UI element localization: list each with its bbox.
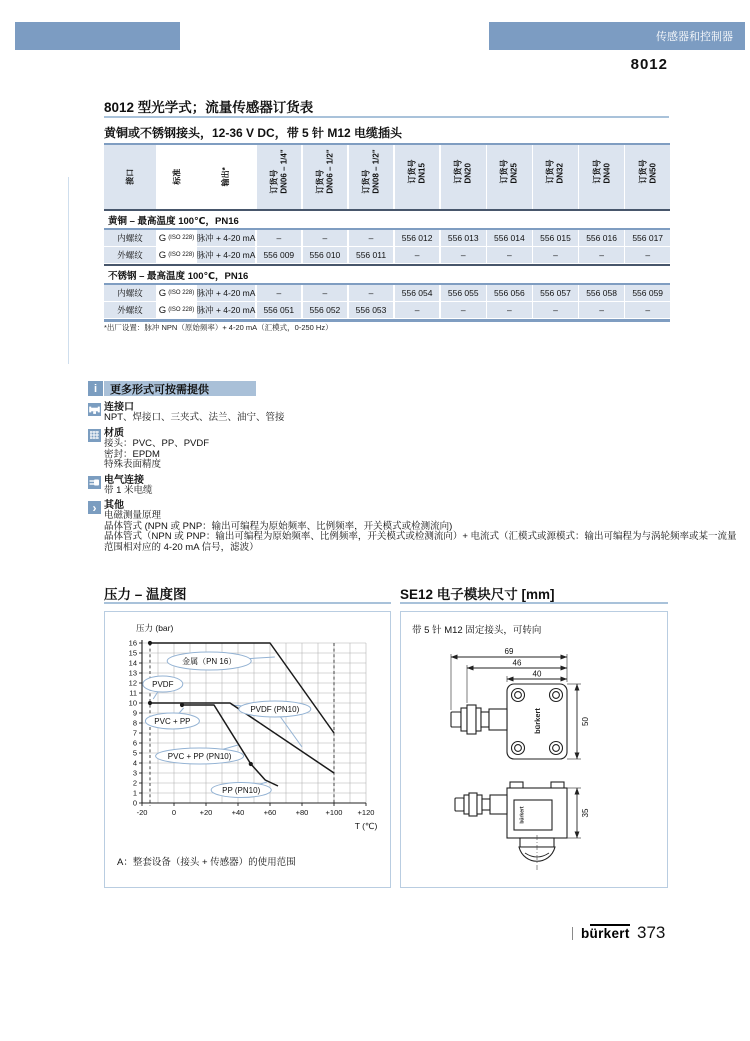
mesh-icon <box>88 429 101 442</box>
svg-text:压力 (bar): 压力 (bar) <box>136 623 174 633</box>
svg-text:16: 16 <box>128 638 137 648</box>
info-icon: i <box>88 381 103 396</box>
pipe-fitting-icon <box>88 403 101 416</box>
dim-50: 50 <box>581 717 590 726</box>
ordering-subtitle: 黄铜或不锈钢接头，12-36 V DC，带 5 针 M12 电缆插头 <box>104 126 403 140</box>
pressure-temperature-chart-box <box>104 611 391 888</box>
svg-text:7: 7 <box>132 728 137 738</box>
svg-text:PVDF: PVDF <box>152 679 174 689</box>
info-item-title: 材质 <box>104 428 124 439</box>
info-item-line: 接头：PVC、PP、PVDF <box>104 438 210 449</box>
svg-text:+20: +20 <box>199 808 213 817</box>
header-cell-dn: 订货号 DN50 <box>625 145 670 209</box>
header-cell-dn: 订货号 DN20 <box>441 145 486 209</box>
burkert-logo: bürkert <box>581 926 630 941</box>
dim-40: 40 <box>532 669 542 679</box>
device-logo-label: bürkert <box>533 708 542 734</box>
page-number: 373 <box>637 923 666 942</box>
se12-dimension-box <box>400 611 668 888</box>
svg-text:0: 0 <box>171 808 177 817</box>
se12-technical-drawing <box>415 642 663 882</box>
svg-text:+40: +40 <box>231 808 245 817</box>
table-header-row <box>104 145 670 209</box>
info-item-line: 晶体管式（NPN 或 PNP：输出可编程为原始频率、比例频率，开关模式或检测流向）+ 电流式（汇模式或源模式：输出可编程为与涡轮频率或某一流量范围相对应的 4-20 mA 信号，滤波） <box>104 531 737 553</box>
dim-69: 69 <box>504 647 514 656</box>
svg-text:10: 10 <box>128 698 137 708</box>
table-row: 内螺纹 G (ISO 228) 脉冲 + 4-20 mA – – – 556 012 556 013 556 014 556 015 556 016 556 017 <box>104 230 670 246</box>
info-item-line: NPT、焊接口、三夹式、法兰、油宁、管接 <box>104 412 285 423</box>
svg-text:T (℃): T (℃) <box>354 821 378 831</box>
svg-text:PP (PN10): PP (PN10) <box>222 785 261 795</box>
svg-text:13: 13 <box>128 668 137 678</box>
footer-divider <box>572 927 573 940</box>
header-bar-left <box>15 22 180 50</box>
ordering-title: 8012 型光学式；流量传感器订货表 <box>104 100 314 115</box>
table-footnote: *出厂设置：脉冲 NPN（原始频率）+ 4-20 mA（汇模式，0-250 Hz） <box>104 323 333 332</box>
category-tab-label: 传感器和控制器 <box>656 31 733 43</box>
header-cell-standard: 标准 <box>158 145 196 209</box>
svg-text:+100: +100 <box>325 808 343 817</box>
svg-text:14: 14 <box>128 658 137 668</box>
device-logo-label-small: bürkert <box>519 806 526 824</box>
section-title-brass: 黄铜 – 最高温度 100℃，PN16 <box>104 211 670 228</box>
dim-46: 46 <box>512 658 522 668</box>
svg-text:PVC + PP (PN10): PVC + PP (PN10) <box>167 751 232 761</box>
svg-text:3: 3 <box>132 768 137 778</box>
svg-text:+60: +60 <box>263 808 277 817</box>
svg-text:6: 6 <box>132 738 137 748</box>
info-item-title: 其他 <box>104 500 124 511</box>
header-cell-port: 接口 <box>104 145 156 209</box>
info-item-title: 连接口 <box>104 402 134 413</box>
table-row: 外螺纹 G (ISO 228) 脉冲 + 4-20 mA 556 051 556 052 556 053 – – – – – – <box>104 302 670 318</box>
svg-text:15: 15 <box>128 648 137 658</box>
svg-text:0: 0 <box>132 798 137 808</box>
svg-text:2: 2 <box>132 778 137 788</box>
info-item-line: 带 1 米电缆 <box>104 485 153 496</box>
info-item-line: 密封：EPDM <box>104 448 160 460</box>
chart-caption: A：整套设备（接头 + 传感器）的使用范围 <box>117 857 296 868</box>
chart-heading: 压力 – 温度图 <box>104 587 187 602</box>
svg-text:+80: +80 <box>295 808 309 817</box>
svg-text:1: 1 <box>132 788 137 798</box>
header-cell-dn: 订货号 DN25 <box>487 145 532 209</box>
pressure-temperature-chart <box>110 617 388 857</box>
svg-text:5: 5 <box>132 748 137 758</box>
info-item-title: 电气连接 <box>104 475 144 486</box>
svg-text:PVC + PP: PVC + PP <box>154 716 191 726</box>
se12-note: 带 5 针 M12 固定接头，可转向 <box>412 625 542 636</box>
svg-text:PVDF (PN10): PVDF (PN10) <box>250 704 300 714</box>
info-item-line: 电磁测量原理 <box>104 510 162 521</box>
header-cell-dn: 订货号 DN06 – 1/2" <box>303 145 348 209</box>
svg-text:9: 9 <box>132 708 137 718</box>
info-item-line: 特殊表面精度 <box>104 459 162 470</box>
svg-text:+120: +120 <box>357 808 375 817</box>
ordering-table <box>104 143 670 322</box>
table-row: 内螺纹 G (ISO 228) 脉冲 + 4-20 mA – – – 556 054 556 055 556 056 556 057 556 058 556 059 <box>104 285 670 301</box>
header-cell-dn: 订货号 DN06 – 1/4" <box>257 145 302 209</box>
svg-text:11: 11 <box>129 688 137 698</box>
header-bar-right <box>489 22 745 50</box>
svg-text:金属（PN 16）: 金属（PN 16） <box>182 656 237 666</box>
header-cell-dn: 订货号 DN32 <box>533 145 578 209</box>
header-cell-dn: 订货号 DN40 <box>579 145 624 209</box>
chevron-right-icon: › <box>88 501 101 514</box>
dim-35: 35 <box>581 808 590 818</box>
svg-text:12: 12 <box>128 678 137 688</box>
section-title-stainless: 不锈钢 – 最高温度 100℃，PN16 <box>104 266 670 283</box>
margin-accent-line <box>68 177 69 364</box>
svg-text:4: 4 <box>132 758 137 768</box>
header-cell-dn: 订货号 DN15 <box>395 145 440 209</box>
info-header: 更多形式可按需提供 <box>104 381 256 396</box>
table-row: 外螺纹 G (ISO 228) 脉冲 + 4-20 mA 556 009 556 010 556 011 – – – – – – <box>104 247 670 263</box>
info-item-line: 晶体管式 (NPN 或 PNP：输出可编程为原始频率、比例频率，开关模式或检测流向) <box>104 520 453 532</box>
svg-text:8: 8 <box>132 718 137 728</box>
product-code: 8012 <box>630 56 668 73</box>
cable-connection-icon <box>88 476 101 489</box>
header-cell-output: 输出* <box>197 145 255 209</box>
se12-heading: SE12 电子模块尺寸 [mm] <box>400 587 555 602</box>
title-rule <box>104 116 669 118</box>
svg-text:-20: -20 <box>136 808 148 817</box>
header-cell-dn: 订货号 DN08 – 1/2" <box>349 145 394 209</box>
